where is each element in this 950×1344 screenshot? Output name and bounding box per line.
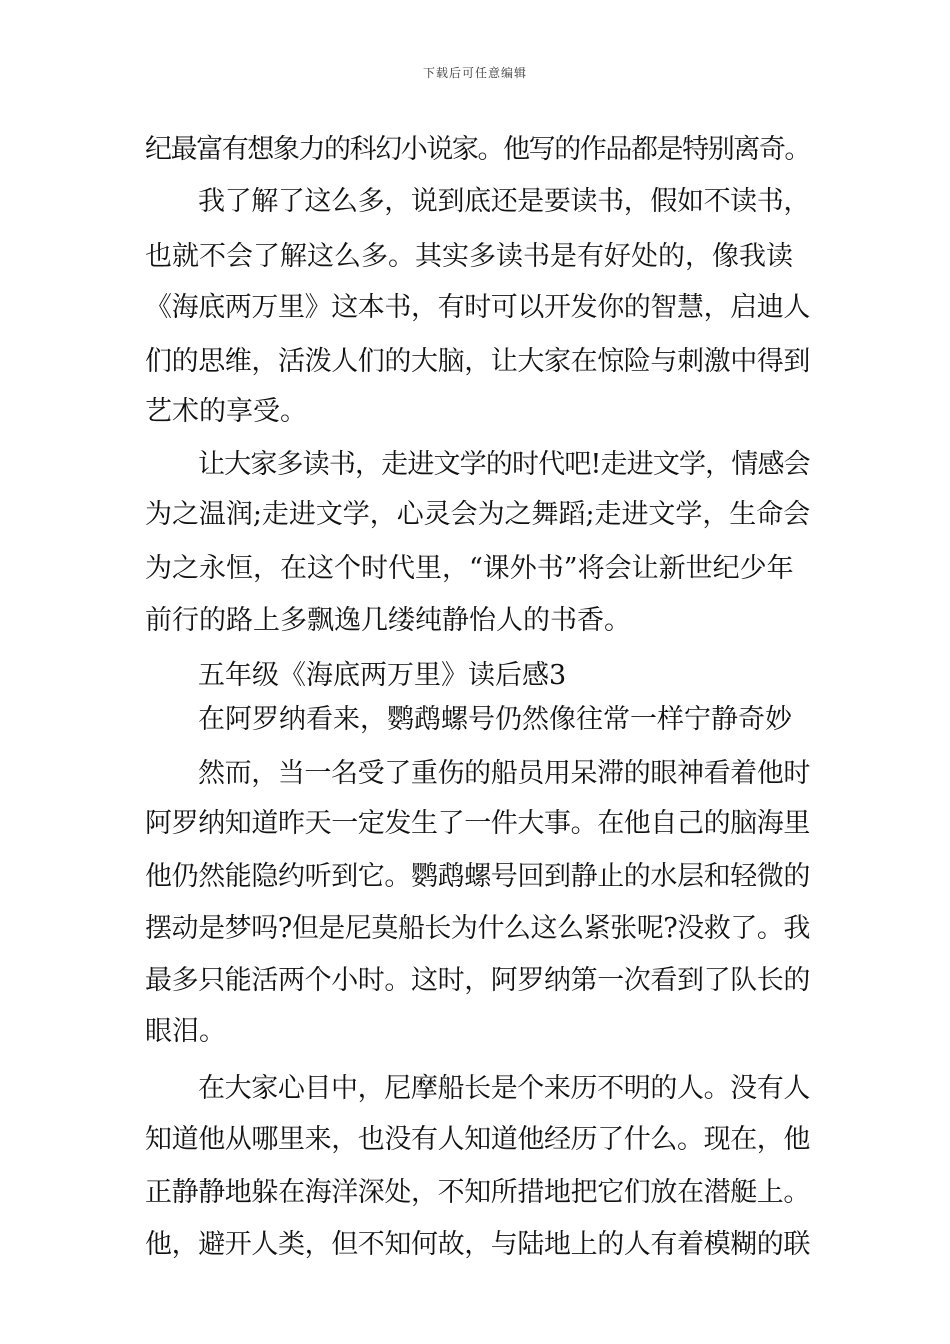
text-line: 在阿罗纳看来，鹦鹉螺号仍然像往常一样宁静奇妙 [198,704,792,735]
text-line: 艺术的享受。 [145,396,307,427]
text-line: 摆动是梦吗?但是尼莫船长为什么这么紧张呢?没救了。我 [145,913,810,944]
text-line: 他，避开人类，但不知何故，与陆地上的人有着模糊的联 [145,1229,810,1260]
text-line: 《海底两万里》这本书，有时可以开发你的智慧，启迪人 [145,292,810,323]
text-line: 他仍然能隐约听到它。鹦鹉螺号回到静止的水层和轻微的 [145,861,810,892]
text-line: 正静静地躲在海洋深处，不知所措地把它们放在潜艇上。 [145,1177,810,1208]
text-line: 眼泪。 [145,1016,226,1047]
text-line: 们的思维，活泼人们的大脑，让大家在惊险与刺激中得到 [145,346,810,377]
text-line: 然而，当一名受了重伤的船员用呆滞的眼神看着他时 [198,758,810,789]
text-line: 纪最富有想象力的科幻小说家。他写的作品都是特别离奇。 [145,134,810,165]
text-line: 五年级《海底两万里》读后感3 [198,660,567,691]
text-line: 我了解了这么多，说到底还是要读书，假如不读书， [198,186,810,217]
text-line: 为之永恒，在这个时代里，“课外书”将会让新世纪少年 [145,553,794,584]
text-line: 前行的路上多飘逸几缕纯静怡人的书香。 [145,605,631,636]
text-line: 让大家多读书，走进文学的时代吧!走进文学，情感会 [198,449,810,480]
text-line: 最多只能活两个小时。这时，阿罗纳第一次看到了队长的 [145,965,810,996]
text-line: 知道他从哪里来，也没有人知道他经历了什么。现在，他 [145,1124,810,1155]
text-line: 也就不会了解这么多。其实多读书是有好处的，像我读 [145,241,793,272]
text-line: 阿罗纳知道昨天一定发生了一件大事。在他自己的脑海里 [145,808,810,839]
text-line: 为之温润;走进文学，心灵会为之舞蹈;走进文学，生命会 [145,499,810,530]
page-header: 下载后可任意编辑 [422,66,527,80]
text-line: 在大家心目中，尼摩船长是个来历不明的人。没有人 [198,1073,810,1104]
